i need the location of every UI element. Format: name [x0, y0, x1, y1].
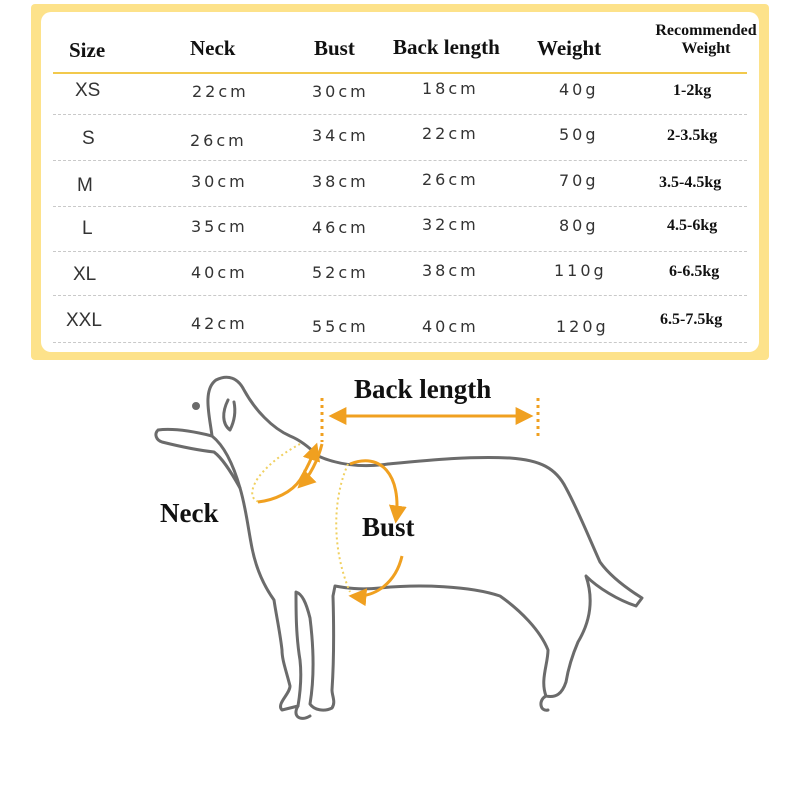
row-xl-neck: 40cm: [191, 263, 248, 282]
dog-outline-icon: [156, 377, 642, 718]
row-m-size: M: [77, 175, 93, 196]
row-s-back-length: 22cm: [422, 124, 479, 143]
row-xs-weight: 40g: [559, 80, 599, 99]
header-recommended-weight-line1: Recommended: [655, 22, 757, 39]
row-xl-recommended-weight: 6-6.5kg: [669, 263, 720, 280]
bust-guide-dotted: [336, 464, 350, 592]
row-xs-neck: 22cm: [192, 82, 249, 101]
header-back-length: Back length: [393, 35, 500, 59]
row-s-size: S: [82, 128, 95, 149]
row-xl-bust: 52cm: [312, 263, 369, 282]
header-recommended-weight-line2: Weight: [681, 40, 731, 57]
row-xxl-neck: 42cm: [191, 314, 248, 333]
row-xl-size: XL: [73, 264, 97, 285]
row-s-neck: 26cm: [190, 131, 247, 150]
row-m-weight: 70g: [559, 171, 599, 190]
row-m-bust: 38cm: [312, 172, 369, 191]
header-divider: [53, 72, 747, 74]
row-s-weight: 50g: [559, 125, 599, 144]
row-divider: [53, 342, 747, 343]
row-xs-size: XS: [75, 80, 101, 101]
neck-arrow-icon: [258, 446, 316, 502]
row-xxl-size: XXL: [66, 310, 102, 331]
header-bust: Bust: [314, 36, 355, 60]
row-divider: [53, 160, 747, 161]
row-l-recommended-weight: 4.5-6kg: [667, 217, 718, 234]
row-xxl-bust: 55cm: [312, 317, 369, 336]
header-recommended-weight: [641, 22, 771, 58]
row-l-bust: 46cm: [312, 218, 369, 237]
row-divider: [53, 251, 747, 252]
size-chart-panel: [31, 4, 769, 360]
row-xs-recommended-weight: 1-2kg: [673, 82, 712, 99]
dog-measurement-illustration: [0, 360, 800, 800]
back-length-label: Back length: [354, 374, 492, 404]
header-neck: Neck: [190, 36, 236, 60]
row-divider: [53, 295, 747, 296]
row-l-back-length: 32cm: [422, 215, 479, 234]
row-xxl-recommended-weight: 6.5-7.5kg: [660, 311, 723, 328]
row-l-neck: 35cm: [191, 217, 248, 236]
row-xs-bust: 30cm: [312, 82, 369, 101]
row-xl-weight: 110g: [554, 261, 607, 280]
row-divider: [53, 114, 747, 115]
row-s-bust: 34cm: [312, 126, 369, 145]
row-divider: [53, 206, 747, 207]
row-s-recommended-weight: 2-3.5kg: [667, 127, 718, 144]
row-m-recommended-weight: 3.5-4.5kg: [659, 174, 722, 191]
row-m-back-length: 26cm: [422, 170, 479, 189]
size-chart-table: [41, 12, 759, 352]
header-weight: Weight: [537, 36, 602, 60]
bust-label: Bust: [362, 512, 415, 542]
measurement-diagram: [0, 360, 800, 800]
row-xs-back-length: 18cm: [422, 79, 479, 98]
row-xxl-back-length: 40cm: [422, 317, 479, 336]
row-l-size: L: [82, 218, 93, 239]
neck-guide-dotted: [252, 444, 300, 502]
row-xxl-weight: 120g: [556, 317, 609, 336]
row-l-weight: 80g: [559, 216, 599, 235]
neck-label: Neck: [160, 498, 219, 528]
row-m-neck: 30cm: [191, 172, 248, 191]
header-size: Size: [69, 38, 106, 62]
row-xl-back-length: 38cm: [422, 261, 479, 280]
